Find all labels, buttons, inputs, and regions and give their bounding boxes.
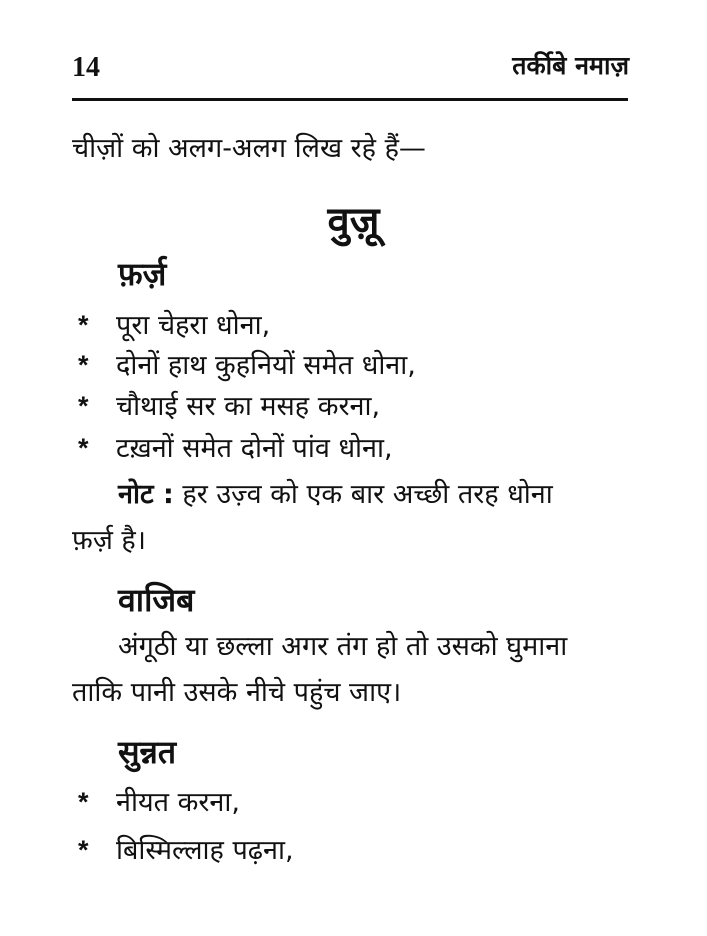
bullet-star-icon: * [78,310,89,340]
bullet-star-icon: * [78,350,89,380]
wajib-heading: वाजिब [118,581,195,619]
running-title: तर्कीबे नमाज़ [512,51,629,80]
bullet-star-icon: * [78,391,89,421]
note-text: हर उज़्व को एक बार अच्छी तरह धोना [182,479,553,510]
list-item [78,428,393,465]
list-item-text: दोनों हाथ कुहनियों समेत धोना, [116,350,416,381]
wajib-line-1: अंगूठी या छल्ला अगर तंग हो तो उसको घुमाना [118,631,568,662]
note-line-2: फ़र्ज़ है। [72,525,147,556]
list-item-text: पूरा चेहरा धोना, [116,310,271,341]
farz-heading: फ़र्ज़ [118,255,167,293]
list-item-text: नीयत करना, [116,787,240,818]
note-label: नोट : [118,479,174,510]
list-item-text: टख़नों समेत दोनों पांव धोना, [116,433,393,464]
list-item-text: चौथाई सर का मसह करना, [116,391,381,422]
wajib-line-2: ताकि पानी उसके नीचे पहुंच जाए। [72,677,402,708]
bullet-star-icon: * [78,835,89,865]
list-item-text: बिस्मिल्लाह पढ़ना, [116,835,294,866]
list-item [78,830,294,867]
sunnat-heading: सुन्नत [118,733,177,771]
list-item [78,782,240,819]
page-number: 14 [72,52,100,83]
bullet-star-icon: * [78,433,89,463]
intro-line: चीज़ों को अलग-अलग लिख रहे हैं— [72,133,426,164]
header-rule [72,98,628,101]
list-item [78,345,416,382]
section-title: वुज़ू [327,199,380,245]
list-item [78,305,270,342]
bullet-star-icon: * [78,787,89,817]
note-line [118,474,553,511]
list-item [78,386,380,423]
